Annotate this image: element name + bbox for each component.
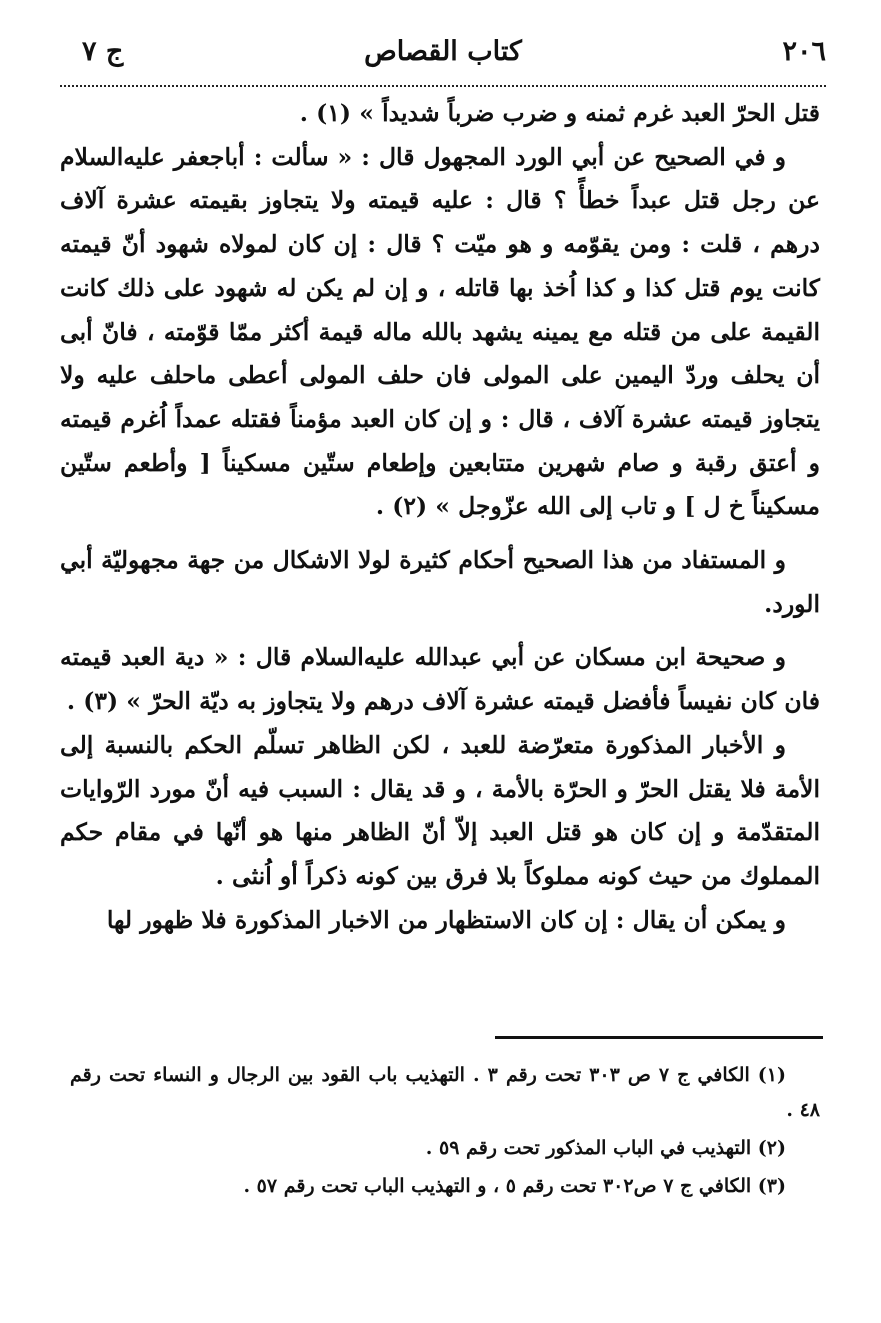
paragraph: قتل الحرّ العبد غرم ثمنه و ضرب ضرباً شديداً » (١) . [299, 99, 820, 127]
footnotes [70, 1058, 820, 1207]
volume-label: ج ٧ [82, 36, 124, 67]
book-title: كتاب القصاص [364, 36, 522, 67]
main-text [60, 92, 820, 942]
page-header [60, 36, 826, 86]
paragraph: و في الصحيح عن أبي الورد المجهول قال : « سألت : أباجعفر عليه‌السلام عن رجل قتل عبداً خطأً ؟ قال : عليه قيمته ولا يتجاوز بقيمته عشرة آلاف درهم ، قلت : ومن يقوّمه و هو ميّت ؟ قال : إن كان لمولاه شهود أنّ قيمته كانت يوم قتل كذا و كذا اُخذ بها قاتله ، و إن لم يكن له شهود على ذلك كانت القيمة على من قتله مع يمينه يشهد بالله ماله قيمة أكثر ممّا قوّمته ، فانّ أبى أن يحلف وردّ اليمين على المولى فان حلف المولى أعطى ماحلف عليه ولا يتجاوز قيمته عشرة آلاف ، قال : و إن كان العبد مؤمناً فقتله عمداً اُغرم قيمته و أعتق رقبة و صام شهرين متتابعين وإطعام ستّين مسكيناً [ وأطعم ستّين مسكيناً خ ل ] و تاب إلى الله عزّوجل » (٢) . [60, 142, 820, 521]
footnote: (٣) الكافي ج ٧ ص٣٠٢ تحت رقم ٥ ، و التهذيب الباب تحت رقم ٥٧ . [243, 1175, 786, 1197]
paragraph: و المستفاد من هذا الصحيح أحكام كثيرة لولا الاشكال من جهة مجهوليّة أبي الورد. [60, 546, 820, 618]
page-number: ٢٠٦ [782, 36, 826, 67]
paragraph: و الأخبار المذكورة متعرّضة للعبد ، لكن الظاهر تسلّم الحكم بالنسبة إلى الأمة فلا يقتل الحرّ و الحرّة بالأمة ، و قد يقال : السبب فيه أنّ مورد الرّوايات المتقدّمة و إن كان هو قتل العبد إلاّ أنّ الظاهر منها هو أنّها في مقام حكم المملوك من حيث كونه مملوكاً بلا فرق بين كونه ذكراً أو اُنثى . [60, 730, 820, 890]
footnote: (٢) التهذيب في الباب المذكور تحت رقم ٥٩ . [425, 1137, 786, 1159]
footnote-divider [495, 1036, 823, 1039]
header-divider [60, 85, 826, 87]
paragraph: و صحيحة ابن مسكان عن أبي عبدالله عليه‌السلام قال : « دية العبد قيمته فان كان نفيساً فأفضل قيمته عشرة آلاف درهم ولا يتجاوز به ديّة الحرّ » (٣) . [60, 643, 820, 716]
footnote: (١) الكافي ج ٧ ص ٣٠٣ تحت رقم ٣ . التهذيب باب القود بين الرجال و النساء تحت رقم ٤٨ . [70, 1064, 820, 1121]
paragraph: و يمكن أن يقال : إن كان الاستظهار من الاخبار المذكورة فلا ظهور لها [106, 905, 786, 934]
